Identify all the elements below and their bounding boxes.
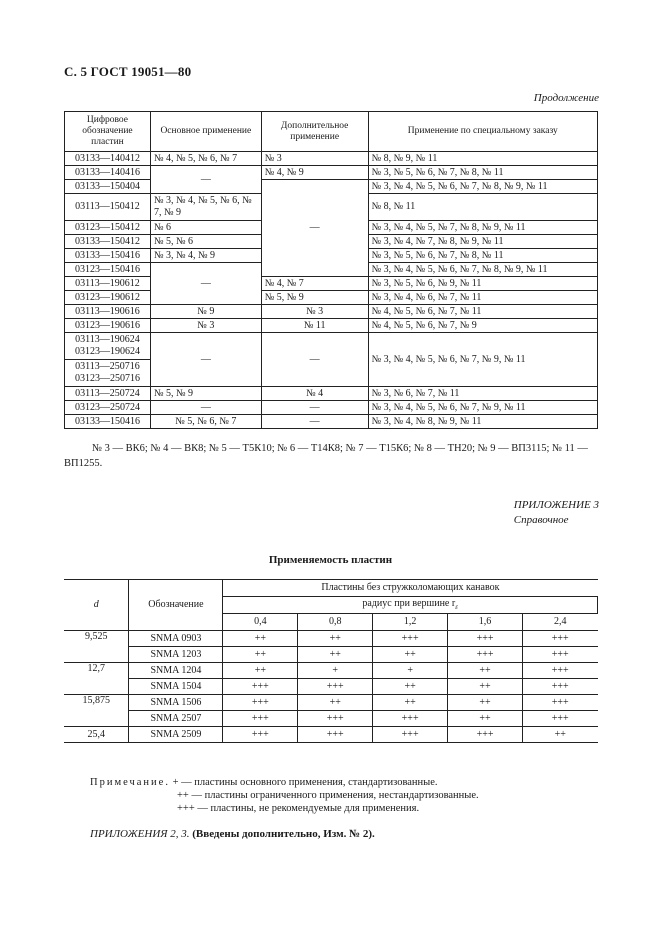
designation: SNMA 1204	[129, 663, 223, 679]
additional-application: —	[261, 333, 368, 387]
special-order: № 3, № 5, № 6, № 9, № 11	[368, 277, 597, 291]
applicability-cell: ++	[373, 695, 448, 711]
designation: SNMA 1203	[129, 647, 223, 663]
plate-code-line: 03123—190624	[74, 346, 140, 357]
table-row	[64, 695, 598, 711]
plate-code: 03113—150412	[65, 194, 151, 221]
plate-code: 03133—150404	[65, 180, 151, 194]
note-line: + — пластины основного применения, стандартизованные.	[172, 777, 438, 788]
main-application: № 4, № 5, № 6, № 7	[150, 152, 261, 166]
plate-code: 03133—150412	[65, 235, 151, 249]
continuation-label: Продолжение	[533, 92, 599, 104]
designation: SNMA 1506	[129, 695, 223, 711]
table-note	[90, 776, 479, 815]
additional-application: № 3	[261, 305, 368, 319]
additional-application: № 3	[261, 152, 368, 166]
applicability-cell: ++	[448, 711, 523, 727]
application-table	[64, 111, 598, 429]
designation: SNMA 2509	[129, 727, 223, 743]
table-row	[64, 711, 598, 727]
note-line: ++ — пластины ограниченного применения, нестандартизованные.	[177, 790, 479, 801]
applicability-cell: +++	[523, 695, 598, 711]
header-designation: Обозначение	[129, 580, 223, 631]
table-row	[65, 166, 598, 180]
special-order: № 3, № 4, № 5, № 6, № 7, № 8, № 9, № 11	[368, 180, 597, 194]
plate-code: 03113—190616	[65, 305, 151, 319]
plate-code: 03123—150416	[65, 263, 151, 277]
plate-code-line: 03123—250716	[74, 373, 140, 384]
plate-code: 03113—190612	[65, 277, 151, 291]
appendix-subtitle: Справочное	[513, 514, 569, 526]
table-row	[64, 631, 598, 647]
table-row	[65, 277, 598, 291]
plate-code: 03123—250724	[65, 401, 151, 415]
amendment-note	[90, 828, 375, 840]
d-value: 15,875	[64, 695, 129, 727]
designation: SNMA 0903	[129, 631, 223, 647]
header-special-order: Применение по специальному заказу	[368, 112, 597, 152]
table-row	[65, 180, 598, 194]
table-header-row	[65, 112, 598, 152]
table-header-row	[64, 580, 598, 597]
plate-code: 03123—150412	[65, 221, 151, 235]
special-order: № 8, № 11	[368, 194, 597, 221]
grade-footnote: № 3 — ВК6; № 4 — ВК8; № 5 — Т5К10; № 6 — Т14К8; № 7 — Т15К6; № 8 — ТН20; № 9 — ВП3115; № 11 — ВП1255.	[64, 443, 588, 469]
special-order: № 3, № 4, № 5, № 7, № 8, № 9, № 11	[368, 221, 597, 235]
special-order: № 3, № 6, № 7, № 11	[368, 387, 597, 401]
applicability-cell: ++	[523, 727, 598, 743]
table-row	[65, 319, 598, 333]
amendment-text: (Введены дополнительно, Изм. № 2).	[192, 828, 375, 840]
note-line: +++ — пластины, не рекомендуемые для применения.	[177, 803, 420, 814]
main-application: —	[150, 333, 261, 387]
main-application: № 5, № 6, № 7	[150, 415, 261, 429]
plate-code: 03113—250724	[65, 387, 151, 401]
applicability-cell: +++	[223, 679, 298, 695]
main-application: № 3, № 4, № 9	[150, 249, 261, 263]
plate-code: 03133—140412	[65, 152, 151, 166]
header-radius-value: 1,2	[373, 614, 448, 631]
applicability-cell: ++	[298, 631, 373, 647]
applicability-cell: ++	[298, 647, 373, 663]
d-value: 9,525	[64, 631, 129, 663]
additional-application: —	[261, 401, 368, 415]
additional-application: № 4, № 9	[261, 166, 368, 180]
applicability-cell: +++	[448, 647, 523, 663]
applicability-cell: ++	[223, 647, 298, 663]
plate-code: 03133—150416	[65, 249, 151, 263]
applicability-cell: +++	[223, 711, 298, 727]
applicability-cell: +++	[523, 679, 598, 695]
additional-application: № 4, № 7	[261, 277, 368, 291]
header-radius-label: радиус при вершине r	[362, 597, 456, 609]
table-row	[64, 647, 598, 663]
header-main-application: Основное применение	[150, 112, 261, 152]
applicability-cell: +++	[298, 711, 373, 727]
header-radius-index: ε	[455, 602, 458, 611]
page-title: С. 5 ГОСТ 19051—80	[64, 64, 192, 79]
main-application: № 6	[150, 221, 261, 235]
special-order: № 8, № 9, № 11	[368, 152, 597, 166]
additional-application: —	[261, 415, 368, 429]
applicability-cell: +++	[523, 631, 598, 647]
designation: SNMA 2507	[129, 711, 223, 727]
table-row	[64, 679, 598, 695]
header-d: d	[64, 580, 129, 631]
applicability-cell: ++	[448, 679, 523, 695]
table-row	[64, 727, 598, 743]
applicability-cell: ++	[448, 695, 523, 711]
applicability-cell: +++	[523, 663, 598, 679]
plate-code	[65, 360, 151, 387]
applicability-cell: ++	[373, 647, 448, 663]
applicability-cell: ++	[223, 663, 298, 679]
applicability-cell: +++	[523, 711, 598, 727]
main-application: —	[150, 263, 261, 305]
main-application: № 5, № 9	[150, 387, 261, 401]
header-designation: Цифровое обозначение пластин	[65, 112, 151, 152]
applicability-cell: +++	[223, 695, 298, 711]
table-row	[65, 387, 598, 401]
d-value: 12,7	[64, 663, 129, 695]
special-order: № 4, № 5, № 6, № 7, № 11	[368, 305, 597, 319]
applicability-cell: +	[298, 663, 373, 679]
header-radius-value: 0,8	[298, 614, 373, 631]
applicability-cell: ++	[448, 663, 523, 679]
additional-application: № 11	[261, 319, 368, 333]
plate-code: 03123—190612	[65, 291, 151, 305]
additional-application: № 5, № 9	[261, 291, 368, 305]
table-row	[65, 305, 598, 319]
header-additional-application: Дополнительное применение	[261, 112, 368, 152]
designation: SNMA 1504	[129, 679, 223, 695]
main-application: № 5, № 6	[150, 235, 261, 249]
special-order: № 3, № 4, № 5, № 6, № 7, № 9, № 11	[368, 333, 597, 387]
table-row	[64, 663, 598, 679]
plate-code-line: 03113—190624	[75, 334, 140, 345]
special-order: № 3, № 4, № 8, № 9, № 11	[368, 415, 597, 429]
main-application: № 9	[150, 305, 261, 319]
additional-application: № 4	[261, 387, 368, 401]
applicability-cell: +++	[523, 647, 598, 663]
applicability-cell: +++	[223, 727, 298, 743]
table-row	[65, 333, 598, 360]
special-order: № 3, № 5, № 6, № 7, № 8, № 11	[368, 166, 597, 180]
plate-code: 03133—150416	[65, 415, 151, 429]
applicability-cell: +	[373, 663, 448, 679]
plate-code: 03123—190616	[65, 319, 151, 333]
additional-application: —	[261, 180, 368, 277]
table-row	[65, 291, 598, 305]
special-order: № 4, № 5, № 6, № 7, № 9	[368, 319, 597, 333]
table-row	[65, 152, 598, 166]
special-order: № 3, № 4, № 5, № 6, № 7, № 8, № 9, № 11	[368, 263, 597, 277]
d-value: 25,4	[64, 727, 129, 743]
header-radius-value: 2,4	[523, 614, 598, 631]
plate-code-line: 03113—250716	[75, 361, 140, 372]
applicability-cell: +++	[373, 631, 448, 647]
main-application: № 3	[150, 319, 261, 333]
applicability-cell: +++	[448, 727, 523, 743]
header-plates-group: Пластины без стружколомающих канавок	[223, 580, 598, 597]
appendix-title: ПРИЛОЖЕНИЕ 3	[513, 499, 599, 511]
applicability-table	[64, 579, 598, 743]
applicability-cell: ++	[373, 679, 448, 695]
applicability-cell: ++	[298, 695, 373, 711]
table-row	[65, 415, 598, 429]
table-row	[65, 401, 598, 415]
applicability-cell: +++	[298, 727, 373, 743]
header-radius	[223, 597, 598, 614]
special-order: № 3, № 4, № 7, № 8, № 9, № 11	[368, 235, 597, 249]
applicability-cell: +++	[373, 711, 448, 727]
main-application: —	[150, 166, 261, 194]
applicability-cell: +++	[298, 679, 373, 695]
note-label: Примечание.	[90, 777, 170, 788]
applicability-cell: +++	[373, 727, 448, 743]
special-order: № 3, № 4, № 5, № 6, № 7, № 9, № 11	[368, 401, 597, 415]
special-order: № 3, № 5, № 6, № 7, № 8, № 11	[368, 249, 597, 263]
applicability-cell: +++	[448, 631, 523, 647]
main-application: —	[150, 401, 261, 415]
special-order: № 3, № 4, № 6, № 7, № 11	[368, 291, 597, 305]
appendix-heading	[514, 498, 599, 528]
main-application: № 3, № 4, № 5, № 6, № 7, № 9	[150, 194, 261, 221]
applicability-table-title: Применяемость пластин	[268, 554, 393, 566]
plate-code: 03133—140416	[65, 166, 151, 180]
applicability-cell: ++	[223, 631, 298, 647]
header-radius-value: 1,6	[448, 614, 523, 631]
plate-code	[65, 333, 151, 360]
header-radius-value: 0,4	[223, 614, 298, 631]
amendment-appendices: ПРИЛОЖЕНИЯ 2, 3.	[90, 828, 190, 840]
